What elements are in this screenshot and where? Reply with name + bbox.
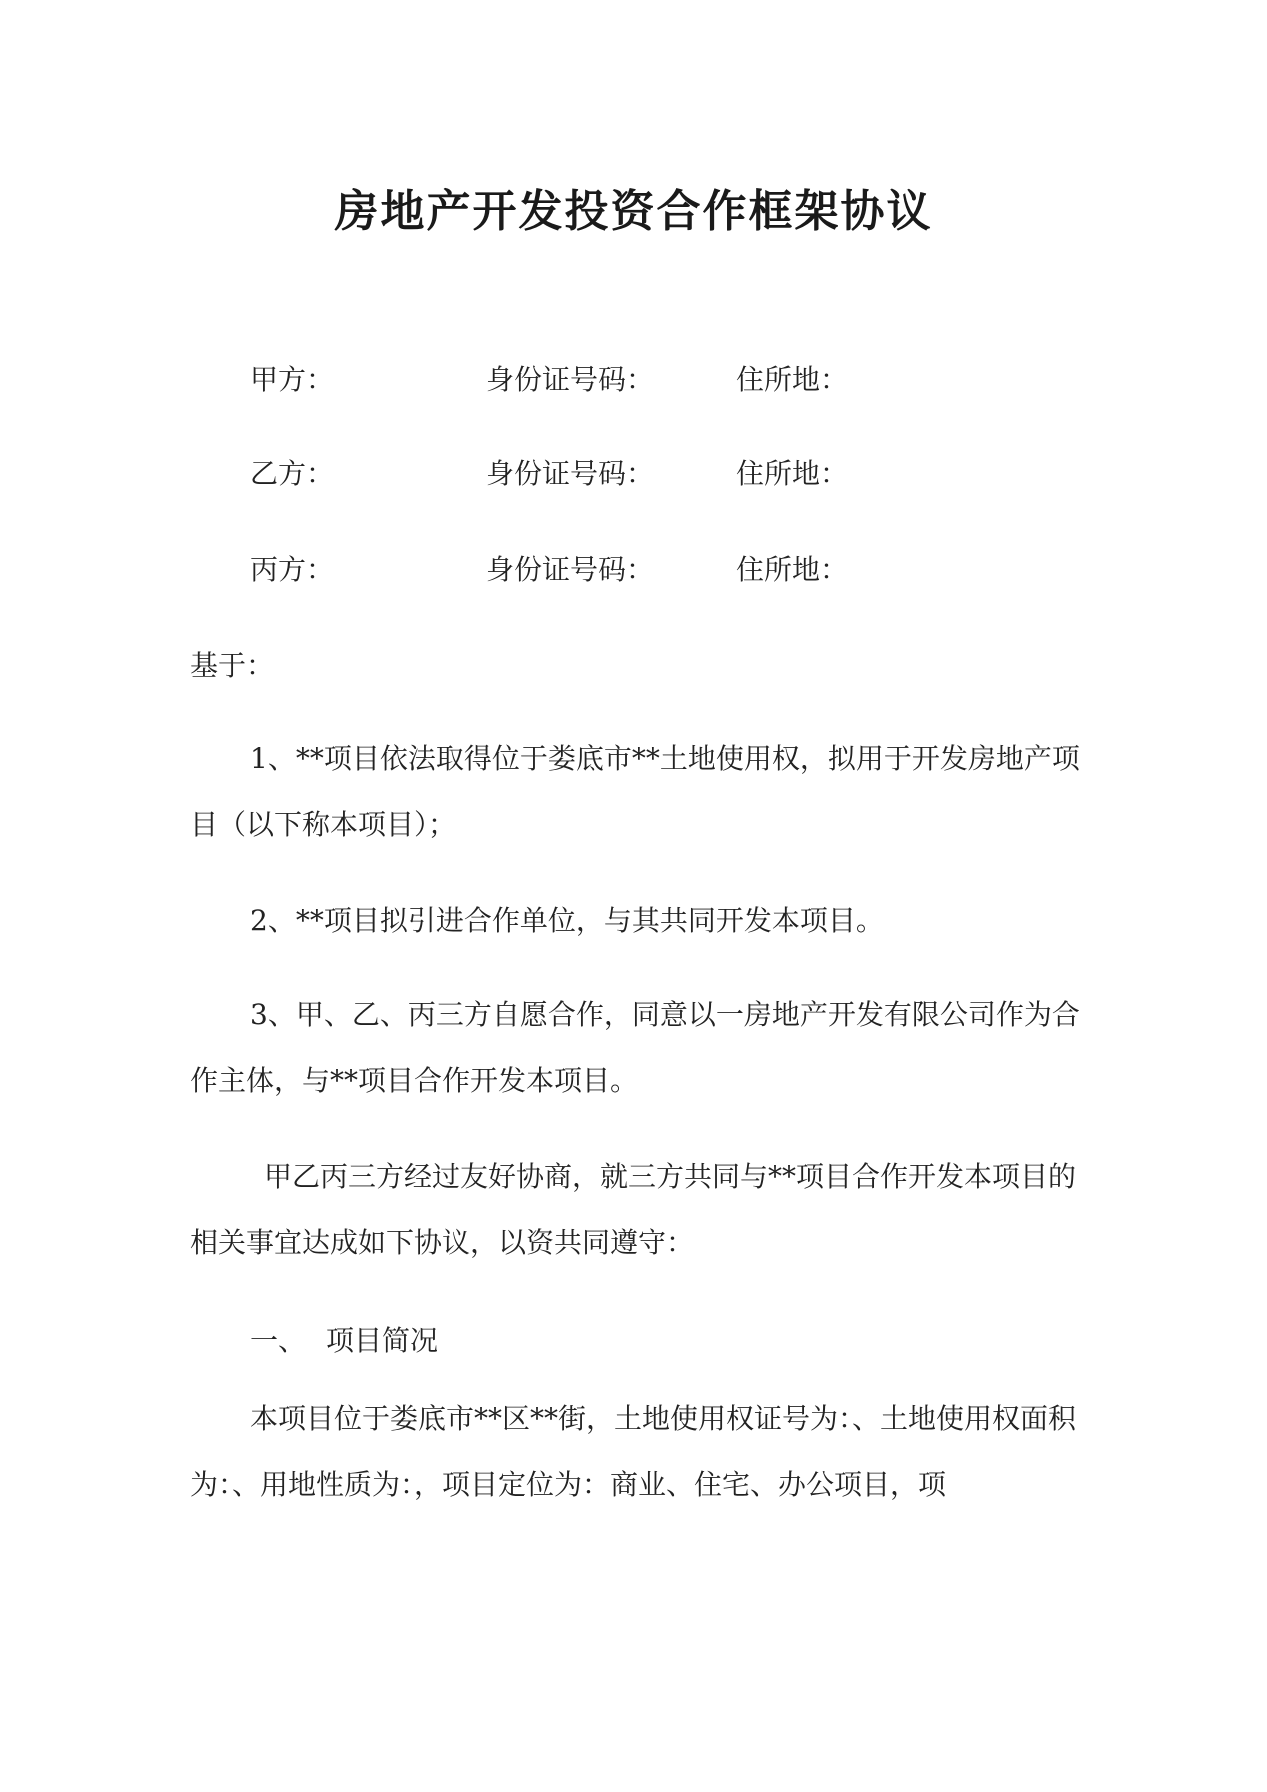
party-b-address-label: 住所地： [736, 457, 849, 490]
preamble-paragraph [190, 1144, 1080, 1276]
clause-1-text: 1、**项目依法取得位于娄底市**土地使用权，拟用于开发房地产项目（以下称本项目）； [190, 742, 1080, 841]
party-b-label: 乙方： [250, 457, 335, 490]
party-c-address-label: 住所地： [736, 553, 849, 586]
document-title: 房地产开发投资合作框架协议 [334, 186, 933, 237]
section-1-heading: 项目简况 [326, 1324, 439, 1357]
clause-3 [190, 982, 1080, 1114]
section-1-body [190, 1386, 1080, 1518]
clause-3-text: 3、甲、乙、丙三方自愿合作，同意以一房地产开发有限公司作为合作主体，与**项目合作开发本项目。 [190, 998, 1080, 1097]
based-on-label: 基于： [190, 649, 275, 682]
party-b-id-label: 身份证号码： [486, 457, 655, 490]
section-1-number: 一、 [250, 1324, 307, 1357]
clause-2 [190, 888, 1080, 954]
preamble-text: 甲乙丙三方经过友好协商，就三方共同与**项目合作开发本项目的相关事宜达成如下协议，以资共同遵守： [190, 1160, 1077, 1259]
party-a-address-label: 住所地： [736, 363, 849, 396]
party-c-label: 丙方： [250, 553, 335, 586]
party-c-id-label: 身份证号码： [486, 553, 655, 586]
party-a-id-label: 身份证号码： [486, 363, 655, 396]
section-1-body-text: 本项目位于娄底市**区**街，土地使用权证号为：、土地使用权面积为：、用地性质为：，项目定位为：商业、住宅、办公项目，项 [190, 1402, 1077, 1501]
clause-1 [190, 726, 1080, 858]
clause-2-text: 2、**项目拟引进合作单位，与其共同开发本项目。 [250, 904, 884, 937]
party-a-label: 甲方： [250, 363, 335, 396]
